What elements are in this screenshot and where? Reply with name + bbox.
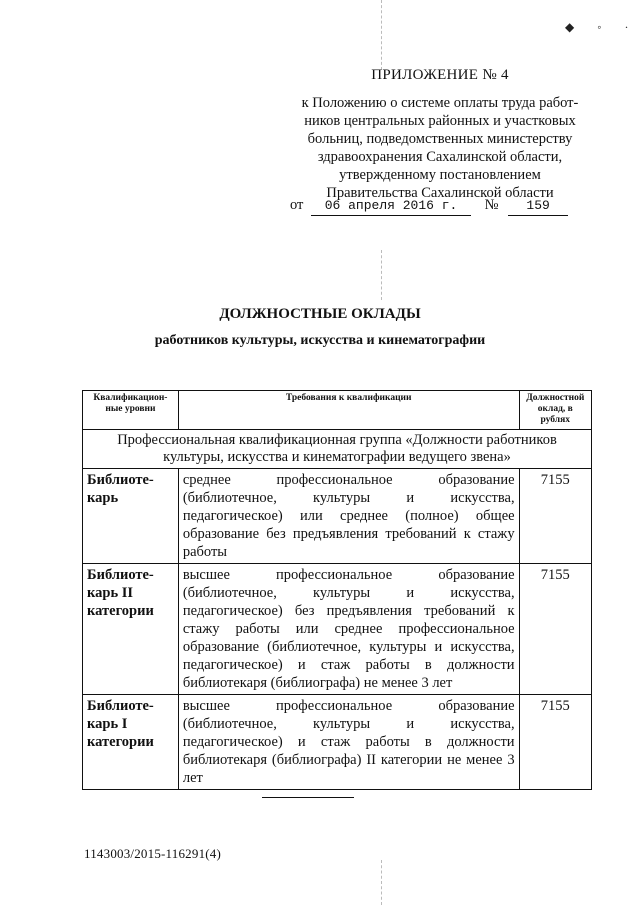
appendix-line: здравоохранения Сахалинской области, xyxy=(317,149,563,165)
level-cell: Библиоте-карь II категории xyxy=(83,564,179,695)
header-requirements: Требования к квалификации xyxy=(178,391,519,430)
document-title: ДОЛЖНОСТНЫЕ ОКЛАДЫ xyxy=(219,306,421,322)
requirements-cell: высшее профессиональное образование (библиотечное, культуры и искусства, педагогическое) и стаж работы в должности библиотекаря (библиографа) II категории не менее 3 лет xyxy=(178,695,519,790)
appendix-line: к Положению о системе оплаты труда работ- xyxy=(301,95,579,111)
appendix-title: ПРИЛОЖЕНИЕ № 4 xyxy=(371,67,509,83)
appendix-line: Правительства Сахалинской области xyxy=(326,185,554,201)
appendix-block xyxy=(290,66,590,202)
group-row xyxy=(83,430,592,469)
number-label: № xyxy=(484,197,499,213)
document-code: 1143003/2015-116291(4) xyxy=(84,846,222,861)
group-title: Профессиональная квалификационная группа «Должности работников культуры, искусства и кинематографии ведущего звена» xyxy=(83,430,592,469)
fold-mark xyxy=(381,250,383,300)
decree-date-line xyxy=(290,196,590,216)
header-level: Квалификацион-ные уровни xyxy=(83,391,179,430)
table-row xyxy=(83,469,592,564)
fold-mark xyxy=(381,0,383,70)
header-salary: Должностной оклад, в рублях xyxy=(519,391,591,430)
decree-number: 159 xyxy=(508,197,568,216)
salary-table xyxy=(82,390,592,790)
table-row xyxy=(83,564,592,695)
salary-cell: 7155 xyxy=(519,564,591,695)
table-header-row xyxy=(83,391,592,430)
fold-mark xyxy=(381,860,383,905)
document-subtitle: работников культуры, искусства и кинематографии xyxy=(154,333,486,348)
salary-cell: 7155 xyxy=(519,695,591,790)
corner-marks: ◆ ◦ · xyxy=(565,20,639,34)
footer-divider xyxy=(262,797,354,798)
table-row xyxy=(83,695,592,790)
appendix-line: больниц, подведомственных министерству xyxy=(307,131,573,147)
level-cell: Библиоте-карь xyxy=(83,469,179,564)
decree-date: 06 апреля 2016 г. xyxy=(311,197,471,216)
salary-cell: 7155 xyxy=(519,469,591,564)
level-cell: Библиоте-карь I категории xyxy=(83,695,179,790)
date-prefix: от xyxy=(290,197,304,213)
appendix-line: утвержденному постановлением xyxy=(339,167,541,183)
appendix-line: ников центральных районных и участковых xyxy=(304,113,576,129)
requirements-cell: высшее профессиональное образование (библиотечное, культуры и искусства, педагогическое) без предъявления требований к стажу работы или среднее профессиональное образование (библиотечное, культуры и искусства, педагогическое) и стаж работы в должности библиотекаря (библиографа) не менее 3 лет xyxy=(178,564,519,695)
requirements-cell: среднее профессиональное образование (библиотечное, культуры и искусства, педагогическое) или среднее (полное) общее образование без предъявления требований к стажу работы xyxy=(178,469,519,564)
